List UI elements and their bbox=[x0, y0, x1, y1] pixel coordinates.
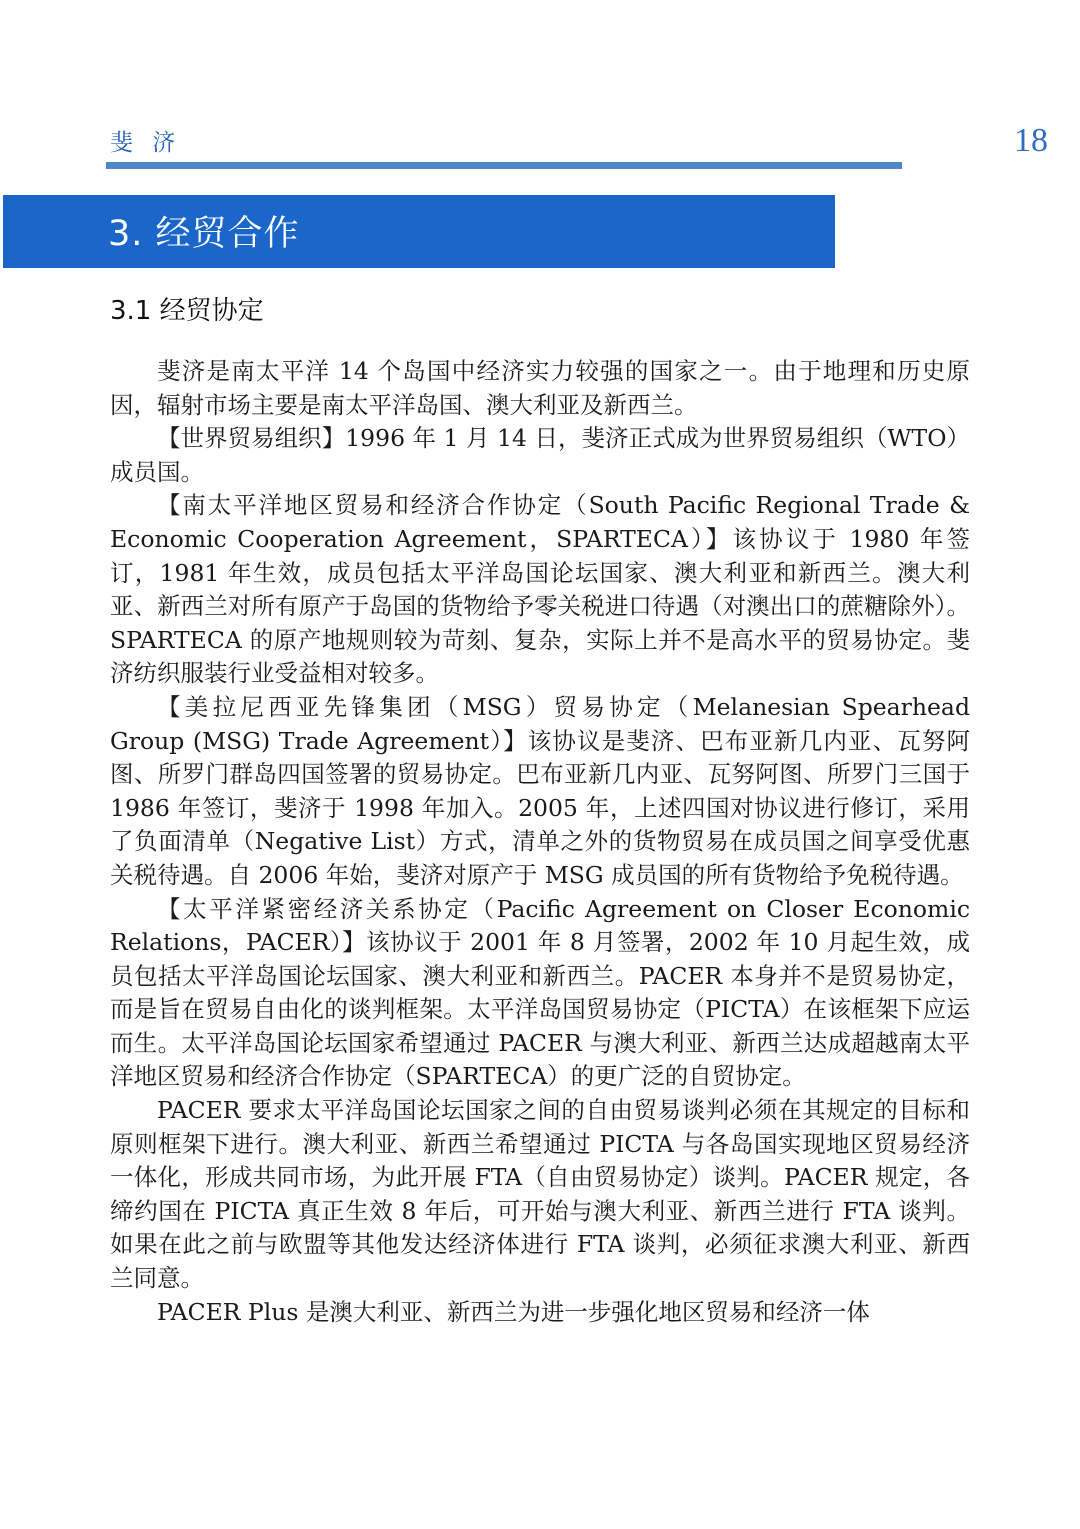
header-rule bbox=[106, 162, 902, 169]
paragraph-msg: 【美拉尼西亚先锋集团（MSG）贸易协定（Melanesian Spearhead Group (MSG) Trade Agreement）】该协议是斐济、巴布亚新几内亚、瓦努阿图、所罗门群岛四国签署的贸易协定。巴布亚新几内亚、瓦努阿图、所罗门三国于 1986 年签订，斐济于 1998 年加入。2005 年，上述四国对协议进行修订，采用了负面清单（Negative List）方式，清单之外的货物贸易在成员国之间享受优惠关税待遇。自 2006 年始，斐济对原产于 MSG 成员国的所有货物给予免税待遇。 bbox=[110, 692, 970, 889]
paragraph-sparteca: 【南太平洋地区贸易和经济合作协定（South Pacific Regional Trade & Economic Cooperation Agreement，SPARTECA）】该协议于 1980 年签订，1981 年生效，成员包括太平洋岛国论坛国家、澳大利亚和新西兰。澳大利亚、新西兰对所有原产于岛国的货物给予零关税进口待遇（对澳出口的蔗糖除外）。SPARTECA 的原产地规则较为苛刻、复杂，实际上并不是高水平的贸易协定。斐济纺织服装行业受益相对较多。 bbox=[110, 491, 970, 688]
running-header-country: 斐 济 bbox=[110, 130, 182, 156]
section-title: 3.1 经贸协定 bbox=[110, 296, 264, 326]
body-text bbox=[110, 355, 970, 1329]
page-number: 18 bbox=[1014, 122, 1048, 159]
paragraph-pacer: 【太平洋紧密经济关系协定（Pacific Agreement on Closer Economic Relations，PACER）】该协议于 2001 年 8 月签署，2002 年 10 月起生效，成员包括太平洋岛国论坛国家、澳大利亚和新西兰。PACER 本身并不是贸易协定，而是旨在贸易自由化的谈判框架。太平洋岛国贸易协定（PICTA）在该框架下应运而生。太平洋岛国论坛国家希望通过 PACER 与澳大利亚、新西兰达成超越南太平洋地区贸易和经济合作协定（SPARTECA）的更广泛的自贸协定。 bbox=[110, 894, 970, 1091]
paragraph-pacer-plus: PACER Plus 是澳大利亚、新西兰为进一步强化地区贸易和经济一体 bbox=[157, 1297, 870, 1326]
chapter-title: 3. 经贸合作 bbox=[108, 214, 300, 254]
paragraph-intro: 斐济是南太平洋 14 个岛国中经济实力较强的国家之一。由于地理和历史原因，辐射市场主要是南太平洋岛国、澳大利亚及新西兰。 bbox=[110, 357, 970, 419]
paragraph-pacer-fta: PACER 要求太平洋岛国论坛国家之间的自由贸易谈判必须在其规定的目标和原则框架下进行。澳大利亚、新西兰希望通过 PICTA 与各岛国实现地区贸易经济一体化，形成共同市场，为此开展 FTA（自由贸易协定）谈判。PACER 规定，各缔约国在 PICTA 真正生效 8 年后，可开始与澳大利亚、新西兰进行 FTA 谈判。如果在此之前与欧盟等其他发达经济体进行 FTA 谈判，必须征求澳大利亚、新西兰同意。 bbox=[110, 1096, 970, 1293]
paragraph-wto: 【世界贸易组织】1996 年 1 月 14 日，斐济正式成为世界贸易组织（WTO）成员国。 bbox=[110, 424, 970, 486]
